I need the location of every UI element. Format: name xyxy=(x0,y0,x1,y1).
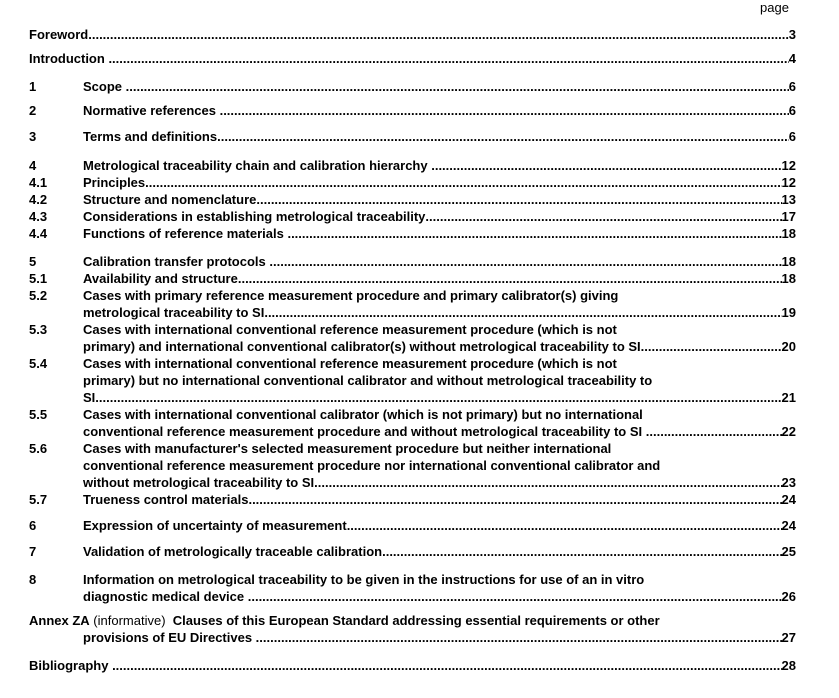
toc-entry-page-number: 20 xyxy=(781,339,796,354)
dot-leader xyxy=(641,338,782,355)
toc-entry-page-number: 6 xyxy=(788,79,796,94)
toc-entry-title: conventional reference measurement procedure nor international conventional calibrator and xyxy=(83,458,661,473)
page-column-label: page xyxy=(760,0,789,15)
toc-entry-page-number: 12 xyxy=(781,175,796,190)
toc-entry-page-number: 12 xyxy=(781,158,796,173)
toc-entry-title: Calibration transfer protocols xyxy=(83,254,270,269)
toc-entry-title: Availability and structure xyxy=(83,271,238,286)
toc-entry-title: primary) and international conventional calibrator(s) without metrological traceability to SI xyxy=(83,339,641,354)
toc-entry-number: 5.3 xyxy=(29,322,48,337)
toc-entry-page-number: 18 xyxy=(781,254,796,269)
toc-entry-page-number: 18 xyxy=(781,226,796,241)
dot-leader xyxy=(256,629,782,646)
toc-entry-number: 1 xyxy=(29,79,37,94)
toc-entry-title: Metrological traceability chain and calibration hierarchy xyxy=(83,158,432,173)
toc-entry-title: Cases with international conventional calibrator (which is not primary) but no international xyxy=(83,407,643,422)
toc-entry-title: SI xyxy=(83,390,96,405)
dot-leader xyxy=(425,208,781,225)
toc-entry-page-number: 24 xyxy=(781,518,796,533)
toc-entry-number: 8 xyxy=(29,572,37,587)
toc-entry-title: Validation of metrologically traceable calibration xyxy=(83,544,383,559)
dot-leader xyxy=(287,225,781,242)
toc-entry-page-number: 6 xyxy=(788,103,796,118)
dot-leader xyxy=(220,102,789,119)
toc-entry-title: Normative references xyxy=(83,103,220,118)
dot-leader xyxy=(269,253,781,270)
dot-leader xyxy=(314,474,781,491)
toc-entry-page-number: 6 xyxy=(788,129,796,144)
dot-leader xyxy=(347,517,782,534)
toc-entry-title: Terms and definitions xyxy=(83,129,218,144)
toc-entry-number: 4.3 xyxy=(29,209,48,224)
toc-entry-page-number: 18 xyxy=(781,271,796,286)
toc-entry-title: Cases with international conventional reference measurement procedure (which is not xyxy=(83,356,617,371)
toc-entry-number: 2 xyxy=(29,103,37,118)
toc-entry-page-number: 23 xyxy=(781,475,796,490)
toc-entry-title: Cases with primary reference measurement procedure and primary calibrator(s) giving xyxy=(83,288,619,303)
annex-label: Annex ZA xyxy=(29,613,90,628)
toc-entry-title: Scope xyxy=(83,79,126,94)
toc-entry-title: diagnostic medical device xyxy=(83,589,248,604)
toc-entry-title: Expression of uncertainty of measurement xyxy=(83,518,347,533)
toc-entry-number: 5.6 xyxy=(29,441,48,456)
dot-leader xyxy=(217,128,789,145)
toc-entry-number: 5.7 xyxy=(29,492,48,507)
dot-leader xyxy=(264,304,781,321)
annex-qualifier: (informative) xyxy=(89,613,173,628)
toc-entry-title: Principles xyxy=(83,175,146,190)
dot-leader xyxy=(646,423,782,440)
toc-entry-title: primary) but no international conventional calibrator and without metrological traceability to xyxy=(83,373,653,388)
dot-leader xyxy=(248,588,782,605)
dot-leader xyxy=(95,389,781,406)
toc-entry-title: Functions of reference materials xyxy=(83,226,288,241)
toc-entry-title: Foreword xyxy=(29,27,89,42)
toc-entry-title: Cases with manufacturer's selected measurement procedure but neither international xyxy=(83,441,612,456)
toc-entry-page-number: 3 xyxy=(788,27,796,42)
dot-leader xyxy=(256,191,781,208)
toc-entry-number: 5.5 xyxy=(29,407,48,422)
toc-entry-title: Considerations in establishing metrological traceability xyxy=(83,209,426,224)
toc-entry-title: Introduction xyxy=(29,51,109,66)
toc-entry-number: 5.2 xyxy=(29,288,48,303)
toc-entry-title: provisions of EU Directives xyxy=(83,630,256,645)
toc-entry-page-number: 21 xyxy=(781,390,796,405)
toc-entry-page-number: 13 xyxy=(781,192,796,207)
toc-entry-title: metrological traceability to SI xyxy=(83,305,265,320)
dot-leader xyxy=(248,491,781,508)
toc-entry-page-number: 24 xyxy=(781,492,796,507)
toc-entry-title: Clauses of this European Standard addressing essential requirements or other xyxy=(172,613,660,628)
dot-leader xyxy=(112,657,781,674)
toc-entry-number: 5.4 xyxy=(29,356,48,371)
dot-leader xyxy=(431,157,781,174)
toc-entry-title: Structure and nomenclature xyxy=(83,192,257,207)
toc-entry-page-number: 26 xyxy=(781,589,796,604)
dot-leader xyxy=(126,78,789,95)
dot-leader xyxy=(382,543,781,560)
toc-entry-title: Cases with international conventional reference measurement procedure (which is not xyxy=(83,322,617,337)
toc-entry-number: 7 xyxy=(29,544,37,559)
dot-leader xyxy=(238,270,782,287)
toc-entry-page-number: 22 xyxy=(781,424,796,439)
toc-entry-page-number: 19 xyxy=(781,305,796,320)
toc-entry-title: Trueness control materials xyxy=(83,492,249,507)
toc-entry-number: 4.1 xyxy=(29,175,48,190)
toc-entry-page-number: 4 xyxy=(788,51,796,66)
toc-entry-number: 5.1 xyxy=(29,271,48,286)
toc-entry-number: 3 xyxy=(29,129,37,144)
dot-leader xyxy=(145,174,781,191)
toc-entry-number: 4.2 xyxy=(29,192,48,207)
toc-entry-number: 4.4 xyxy=(29,226,48,241)
toc-entry-number: 6 xyxy=(29,518,37,533)
toc-entry-title: Information on metrological traceability to be given in the instructions for use of an in vitro xyxy=(83,572,645,587)
toc-entry-page-number: 27 xyxy=(781,630,796,645)
toc-entry-title: without metrological traceability to SI xyxy=(83,475,315,490)
toc-entry-title: conventional reference measurement procedure and without metrological traceability to SI xyxy=(83,424,646,439)
toc-entry-title: Bibliography xyxy=(29,658,113,673)
toc-entry-number: 5 xyxy=(29,254,37,269)
dot-leader xyxy=(108,50,788,67)
toc-entry-page-number: 17 xyxy=(781,209,796,224)
toc-entry-page-number: 25 xyxy=(781,544,796,559)
toc-entry-number: 4 xyxy=(29,158,37,173)
dot-leader xyxy=(88,26,789,43)
toc-entry-page-number: 28 xyxy=(781,658,796,673)
